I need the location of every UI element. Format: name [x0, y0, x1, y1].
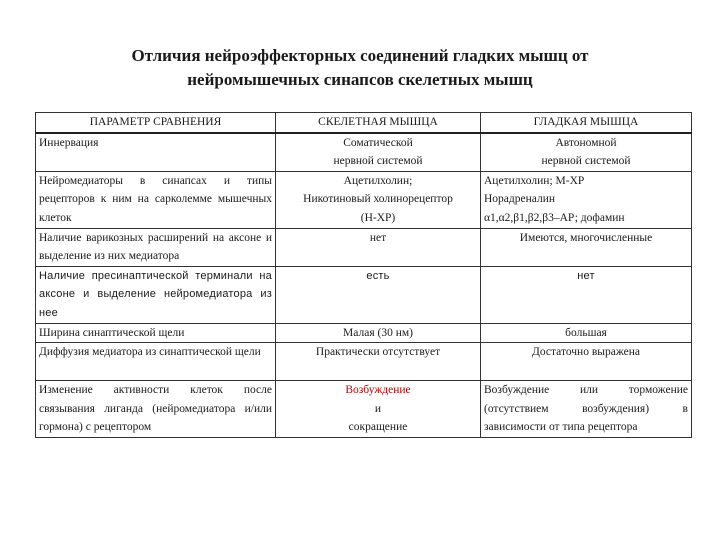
row-smooth [481, 133, 692, 172]
table-row [36, 343, 692, 381]
row-skeletal: Практически отсутствует [276, 343, 481, 381]
row-smooth [481, 171, 692, 228]
cell-line: Ацетилхолин; М-ХР [484, 174, 585, 187]
cell-line: Автономной [555, 136, 617, 149]
title-line-2: нейромышечных синапсов скелетных мышц [187, 70, 533, 89]
row-skeletal: есть [276, 266, 481, 323]
cell-line: Возбуждение [345, 384, 411, 396]
table-row [36, 266, 692, 323]
cell-line: Никотиновый холинорецептор [303, 193, 453, 205]
cell-line: (Н-ХР) [360, 211, 396, 224]
cell-line: Соматической [343, 136, 413, 149]
table-row [36, 323, 692, 343]
row-param: Наличие пресинаптической терминали на аксоне и выделение нейромедиатора из нее [36, 266, 276, 323]
row-smooth: Имеются, многочисленные [481, 228, 692, 266]
table-row [36, 381, 692, 438]
table-row [36, 228, 692, 266]
table-row [36, 171, 692, 228]
cell-line: нервной системой [333, 155, 423, 167]
cell-line: Ацетилхолин; [343, 174, 413, 187]
cell-line: α1,α2,β1,β2,β3–АР; дофамин [484, 211, 625, 224]
comparison-table [35, 112, 692, 438]
table-header-row [36, 113, 692, 133]
row-param: Иннервация [36, 133, 276, 172]
cell-line: сокращение [348, 421, 408, 433]
row-smooth: нет [481, 266, 692, 323]
table-row [36, 133, 692, 172]
row-skeletal [276, 381, 481, 438]
row-skeletal [276, 171, 481, 228]
row-skeletal: Малая (30 нм) [276, 323, 481, 343]
header-skeletal: СКЕЛЕТНАЯ МЫШЦА [276, 113, 481, 133]
row-smooth: большая [481, 323, 692, 343]
row-param: Диффузия медиатора из синаптической щели [36, 343, 276, 381]
title-line-1: Отличия нейроэффекторных соединений гладких мышц от [131, 46, 589, 65]
row-param: Нейромедиаторы в синапсах и типы рецепторов к ним на сарколемме мышечных клеток [36, 171, 276, 228]
row-skeletal: нет [276, 228, 481, 266]
row-smooth: Возбуждение или торможение (отсутствием возбуждения) в зависимости от типа рецептора [481, 381, 692, 438]
row-skeletal [276, 133, 481, 172]
row-smooth: Достаточно выражена [481, 343, 692, 381]
header-parameter: ПАРАМЕТР СРАВНЕНИЯ [36, 113, 276, 133]
row-param: Наличие варикозных расширений на аксоне и выделение из них медиатора [36, 228, 276, 266]
cell-line: нервной системой [541, 155, 631, 167]
page-title [60, 44, 660, 92]
cell-line: и [374, 402, 382, 415]
header-smooth: ГЛАДКАЯ МЫШЦА [481, 113, 692, 133]
row-param: Изменение активности клеток после связывания лиганда (нейромедиатора и/или гормона) с рецептором [36, 381, 276, 438]
cell-line: Норадреналин [484, 193, 556, 205]
row-param: Ширина синаптической щели [36, 323, 276, 343]
